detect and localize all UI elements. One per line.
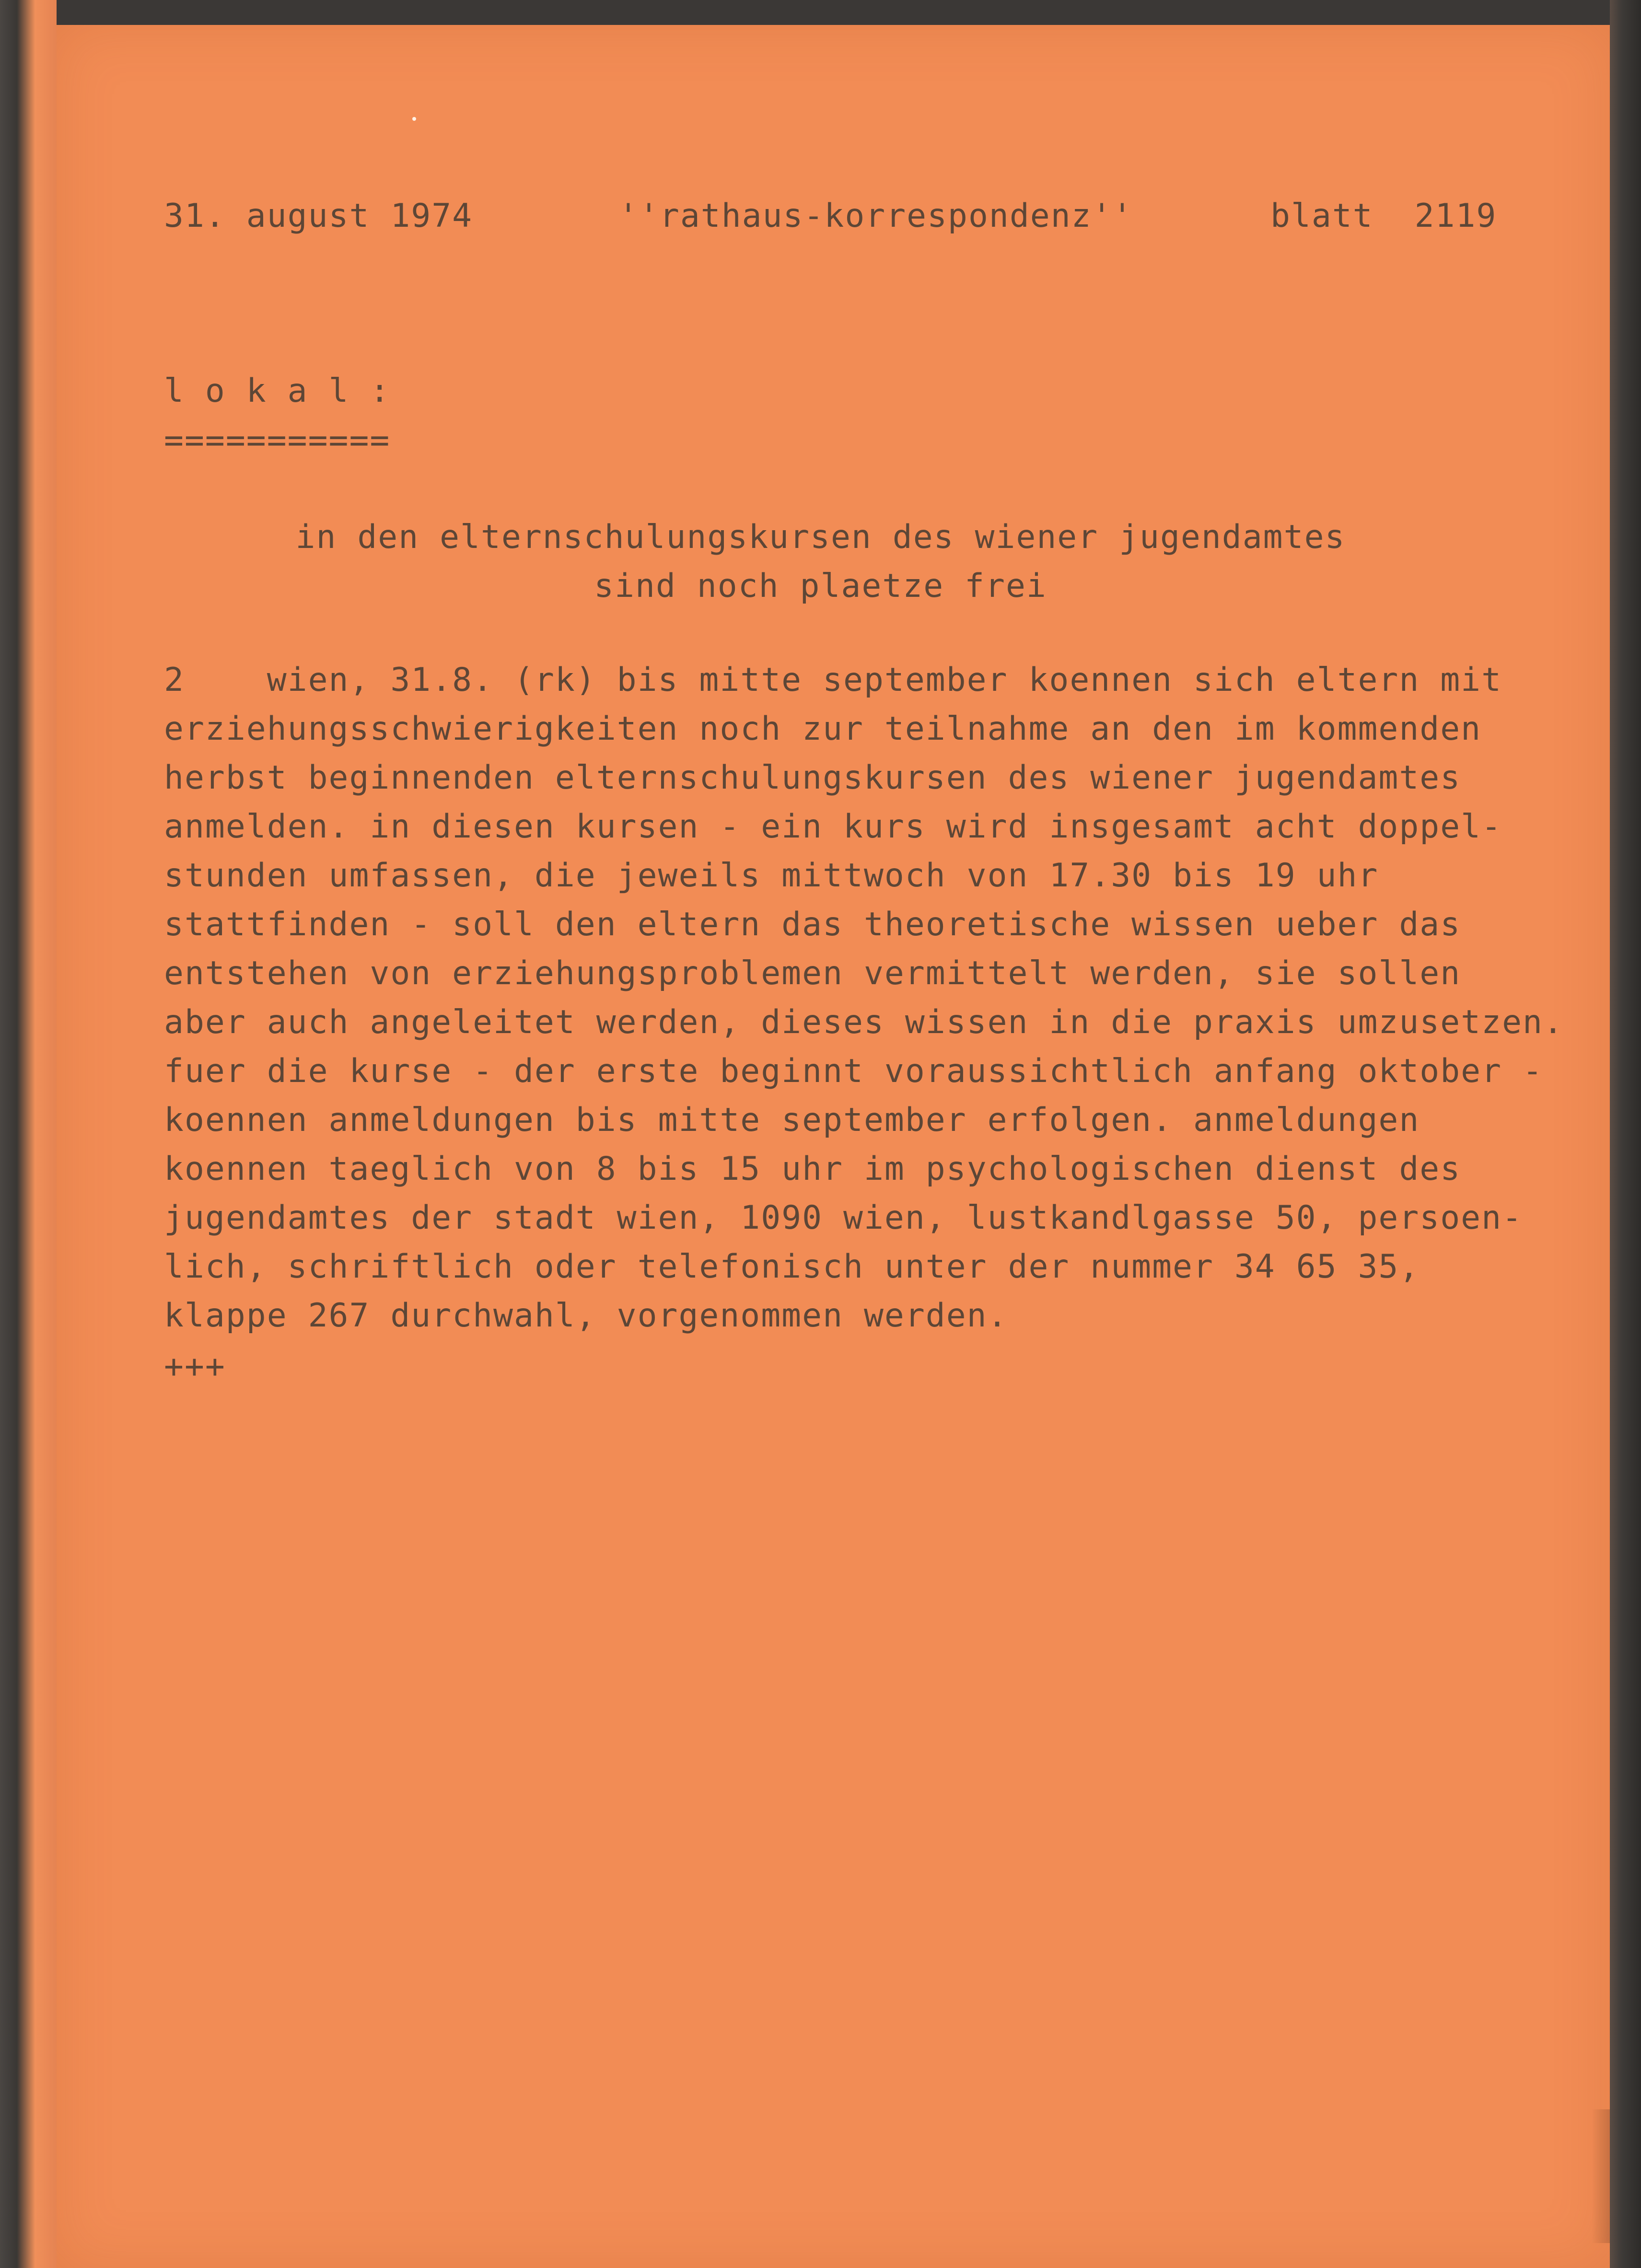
body-line: stunden umfassen, die jeweils mittwoch von 17.30 bis 19 uhr xyxy=(164,857,1379,895)
body-line: herbst beginnenden elternschulungskursen des wiener jugendamtes xyxy=(164,759,1461,797)
body-line: koennen taeglich von 8 bis 15 uhr im psychologischen dienst des xyxy=(164,1150,1461,1188)
end-mark: +++ xyxy=(164,1348,226,1385)
body-line: erziehungsschwierigkeiten noch zur teilnahme an den im kommenden xyxy=(164,710,1482,748)
body-line: anmelden. in diesen kursen - ein kurs wird insgesamt acht doppel- xyxy=(164,808,1502,846)
body-line: entstehen von erziehungsproblemen vermittelt werden, sie sollen xyxy=(164,954,1461,992)
body-line: koennen anmeldungen bis mitte september erfolgen. anmeldungen xyxy=(164,1101,1420,1139)
header-publication: ''rathaus-korrespondenz'' xyxy=(618,197,1133,235)
header-sheet-number: blatt 2119 xyxy=(1270,197,1497,235)
page-curl-shadow xyxy=(1592,2109,1610,2243)
body-line: 2 wien, 31.8. (rk) bis mitte september koennen sich eltern mit xyxy=(164,661,1502,699)
headline-line-2: sind noch plaetze frei xyxy=(594,567,1047,605)
scanner-background xyxy=(1610,0,1641,2268)
body-line: aber auch angeleitet werden, dieses wissen in die praxis umzusetzen. xyxy=(164,1003,1564,1041)
headline-line-1: in den elternschulungskursen des wiener jugendamtes xyxy=(295,518,1346,556)
body-line: jugendamtes der stadt wien, 1090 wien, lustkandlgasse 50, persoen- xyxy=(164,1199,1523,1237)
binding-edge xyxy=(0,0,57,2268)
header-date: 31. august 1974 xyxy=(164,197,473,235)
article-body xyxy=(164,656,1564,1340)
paper-speck xyxy=(412,117,416,121)
body-line: klappe 267 durchwahl, vorgenommen werden. xyxy=(164,1297,1008,1335)
section-underline: =========== xyxy=(164,421,391,459)
section-title: l o k a l : xyxy=(164,372,391,410)
body-line: stattfinden - soll den eltern das theoretische wissen ueber das xyxy=(164,906,1461,943)
body-line: fuer die kurse - der erste beginnt voraussichtlich anfang oktober - xyxy=(164,1052,1543,1090)
body-line: lich, schriftlich oder telefonisch unter der nummer 34 65 35, xyxy=(164,1248,1420,1286)
